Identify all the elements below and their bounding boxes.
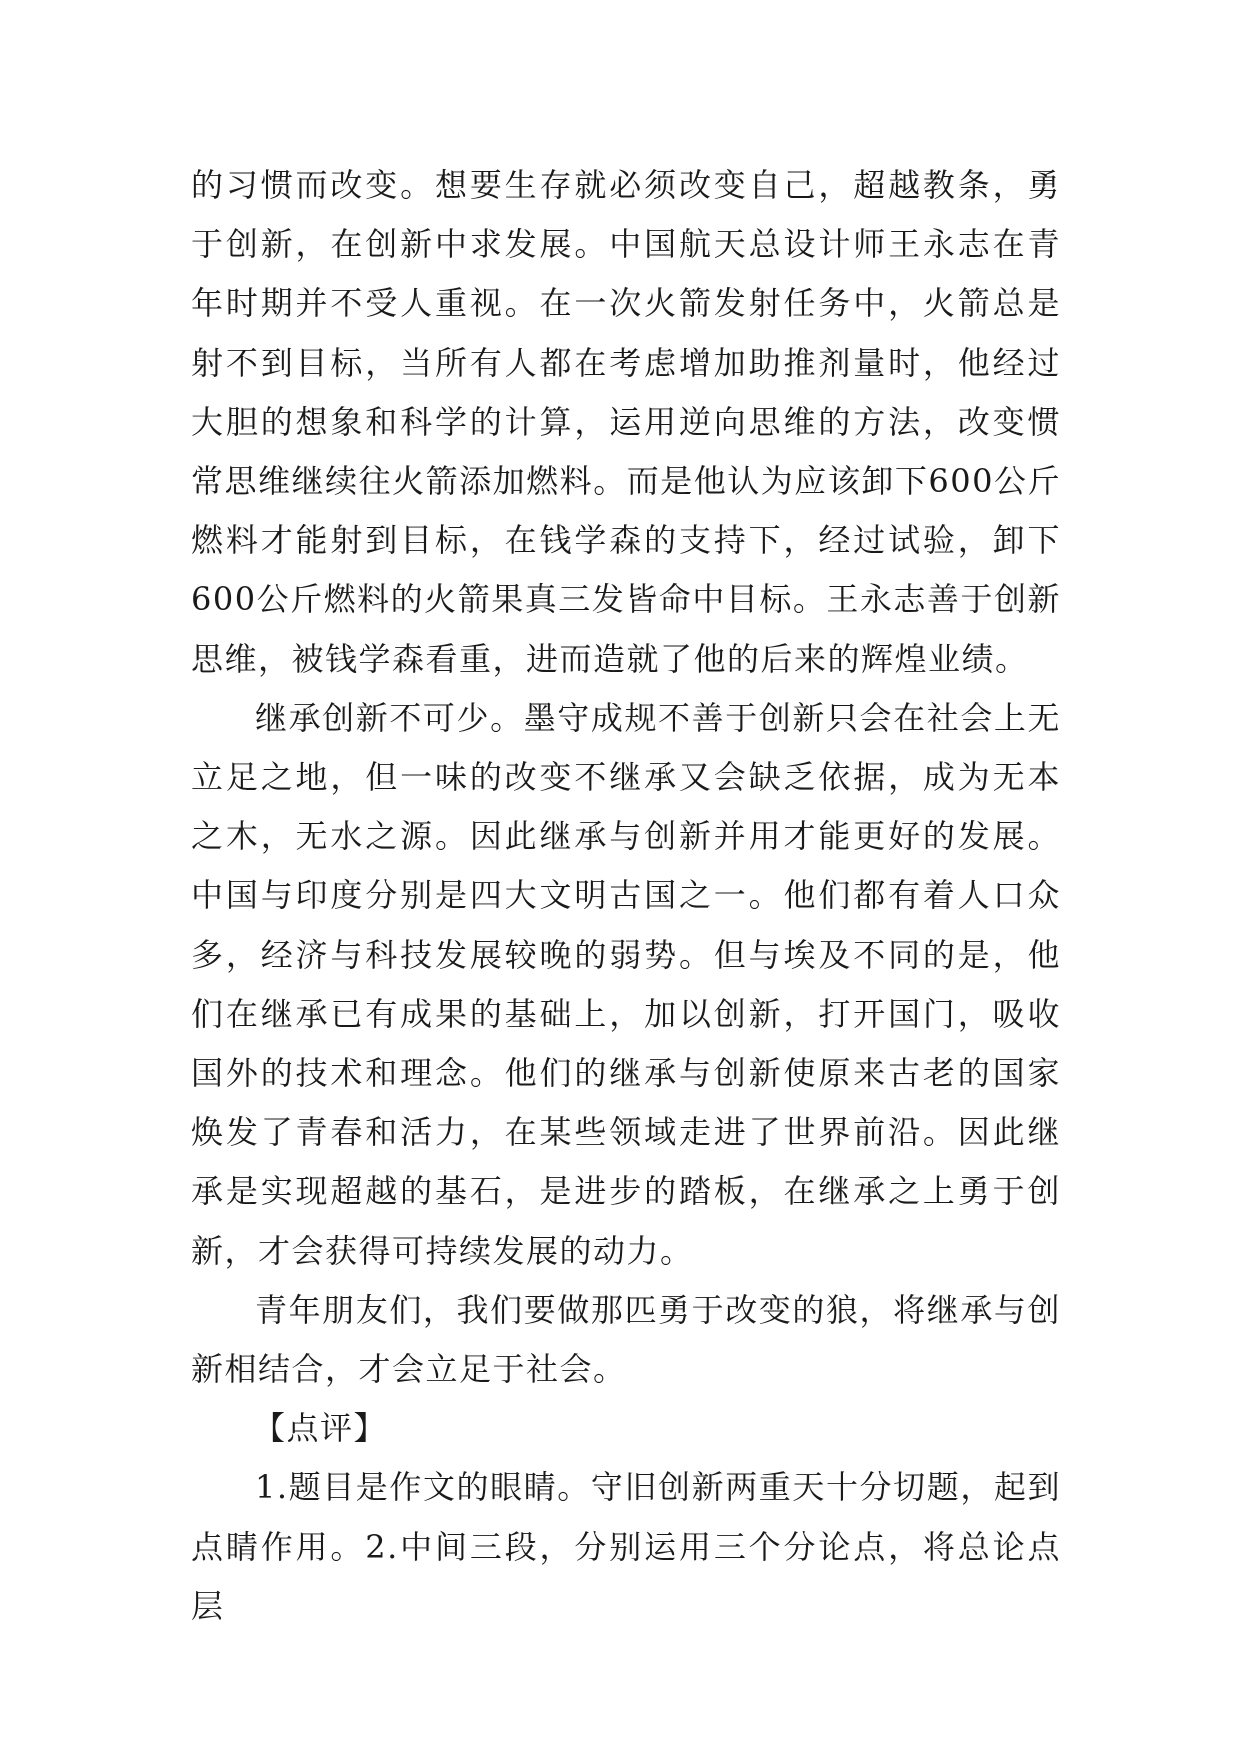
essay-body <box>191 156 1061 1636</box>
paragraph-continued: 的习惯而改变。想要生存就必须改变自己，超越教条，勇于创新，在创新中求发展。中国航天总设计师王永志在青年时期并不受人重视。在一次火箭发射任务中，火箭总是射不到目标，当所有人都在考虑增加助推剂量时，他经过大胆的想象和科学的计算，运用逆向思维的方法，改变惯常思维继续往火箭添加燃料。而是他认为应该卸下600公斤燃料才能射到目标，在钱学森的支持下，经过试验，卸下600公斤燃料的火箭果真三发皆命中目标。王永志善于创新思维，被钱学森看重，进而造就了他的后来的辉煌业绩。 <box>191 166 1061 678</box>
comment-body: 1.题目是作文的眼睛。守旧创新两重天十分切题，起到点睛作用。2.中间三段，分别运用三个分论点，将总论点层 <box>191 1468 1061 1625</box>
paragraph-inheritance-innovation: 继承创新不可少。墨守成规不善于创新只会在社会上无立足之地，但一味的改变不继承又会缺乏依据，成为无本之木，无水之源。因此继承与创新并用才能更好的发展。中国与印度分别是四大文明古国之一。他们都有着人口众多，经济与科技发展较晚的弱势。但与埃及不同的是，他们在继承已有成果的基础上，加以创新，打开国门，吸收国外的技术和理念。他们的继承与创新使原来古老的国家焕发了青春和活力，在某些领域走进了世界前沿。因此继承是实现超越的基石，是进步的踏板，在继承之上勇于创新，才会获得可持续发展的动力。 <box>191 698 1061 1270</box>
comment-heading: 【点评】 <box>253 1409 388 1448</box>
paragraph-conclusion: 青年朋友们，我们要做那匹勇于改变的狼，将继承与创新相结合，才会立足于社会。 <box>191 1290 1061 1389</box>
